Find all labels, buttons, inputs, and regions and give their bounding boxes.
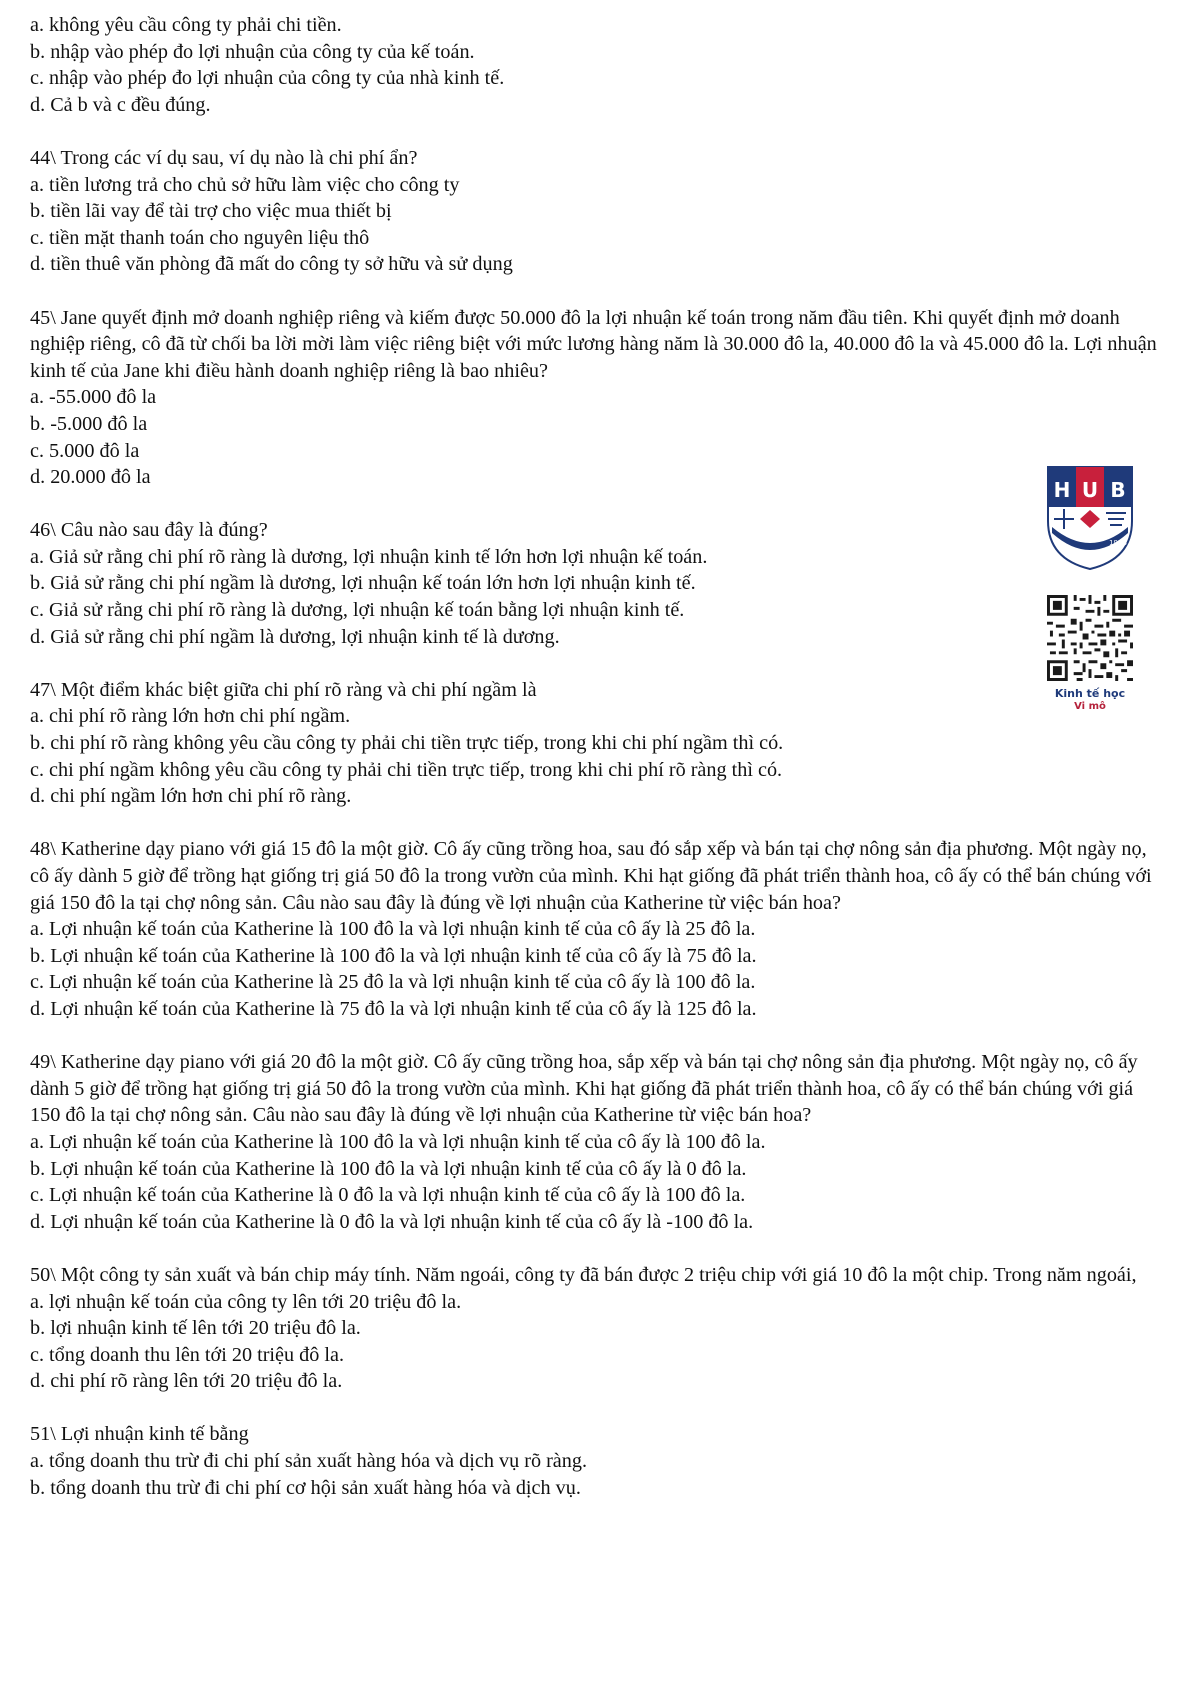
intro-options (30, 12, 1165, 118)
option-b: b. chi phí rõ ràng không yêu cầu công ty phải chi tiền trực tiếp, trong khi chi phí ngầm thì có. (30, 732, 784, 755)
option-c: c. nhập vào phép đo lợi nhuận của công ty của nhà kinh tế. (30, 67, 505, 90)
option-a: a. lợi nhuận kế toán của công ty lên tới 20 triệu đô la. (30, 1290, 462, 1313)
logo-letter-b: B (1110, 478, 1126, 502)
option-d: d. chi phí ngầm lớn hơn chi phí rõ ràng. (30, 785, 352, 808)
option-d: d. Lợi nhuận kế toán của Katherine là 75 đô la và lợi nhuận kinh tế của cô ấy là 125 đô la. (30, 997, 757, 1020)
question-44 (30, 145, 1165, 278)
question-text: 49\ Katherine dạy piano với giá 20 đô la một giờ. Cô ấy cũng trồng hoa, sắp xếp và bán tại chợ nông sản địa phương. Một ngày nọ, cô ấy dành 5 giờ để trồng hạt giống trị giá 50 đô la trong vườn của mình. Khi hạt giống đã phát triển thành hoa, cô ấy có thể bán chúng với giá 150 đô la tại chợ nông sản. Câu nào sau đây là đúng về lợi nhuận của Katherine từ việc bán hoa? (30, 1051, 1138, 1127)
question-50 (30, 1262, 1165, 1395)
question-text: 48\ Katherine dạy piano với giá 15 đô la một giờ. Cô ấy cũng trồng hoa, sau đó sắp xếp và bán tại chợ nông sản địa phương. Một ngày nọ, cô ấy dành 5 giờ để trồng hạt giống trị giá 50 đô la trong vườn của mình. Khi hạt giống đã phát triển thành hoa, cô ấy có thể bán chúng với giá 150 đô la tại chợ nông sản. Câu nào sau đây là đúng về lợi nhuận của Katherine từ việc bán hoa? (30, 838, 1152, 914)
option-b: b. nhập vào phép đo lợi nhuận của công ty của kế toán. (30, 40, 475, 63)
option-a: a. -55.000 đô la (30, 386, 157, 409)
question-51 (30, 1421, 1165, 1501)
option-d: d. tiền thuê văn phòng đã mất do công ty sở hữu và sử dụng (30, 253, 513, 276)
option-c: c. tổng doanh thu lên tới 20 triệu đô la. (30, 1343, 344, 1366)
document-page (30, 12, 1165, 1501)
option-d: d. Giả sử rằng chi phí ngầm là dương, lợi nhuận kinh tế là dương. (30, 625, 560, 648)
logo-letter-u: U (1081, 478, 1099, 502)
option-b: b. -5.000 đô la (30, 412, 148, 435)
question-text: 46\ Câu nào sau đây là đúng? (30, 519, 268, 542)
option-a: a. Lợi nhuận kế toán của Katherine là 100 đô la và lợi nhuận kinh tế của cô ấy là 25 đô la. (30, 918, 756, 941)
question-47 (30, 677, 1165, 810)
question-49 (30, 1049, 1165, 1235)
hub-logo (1044, 463, 1136, 571)
option-b: b. Lợi nhuận kế toán của Katherine là 100 đô la và lợi nhuận kinh tế của cô ấy là 0 đô la. (30, 1157, 747, 1180)
option-a: a. tiền lương trả cho chủ sở hữu làm việc cho công ty (30, 173, 460, 196)
option-b: b. Lợi nhuận kế toán của Katherine là 100 đô la và lợi nhuận kinh tế của cô ấy là 75 đô la. (30, 944, 757, 967)
question-text: 47\ Một điểm khác biệt giữa chi phí rõ ràng và chi phí ngầm là (30, 678, 537, 701)
option-b: b. tổng doanh thu trừ đi chi phí cơ hội sản xuất hàng hóa và dịch vụ. (30, 1476, 581, 1499)
option-b: b. lợi nhuận kinh tế lên tới 20 triệu đô la. (30, 1317, 361, 1340)
question-48 (30, 836, 1165, 1022)
qr-code-icon (1047, 595, 1133, 681)
option-c: c. chi phí ngầm không yêu cầu công ty phải chi tiền trực tiếp, trong khi chi phí rõ ràng thì có. (30, 758, 783, 781)
logo-letter-h: H (1053, 478, 1071, 502)
question-45 (30, 305, 1165, 491)
option-a: a. Lợi nhuận kế toán của Katherine là 100 đô la và lợi nhuận kinh tế của cô ấy là 100 đô la. (30, 1130, 766, 1153)
question-text: 50\ Một công ty sản xuất và bán chip máy tính. Năm ngoái, công ty đã bán được 2 triệu chip với giá 10 đô la một chip. Trong năm ngoái, (30, 1263, 1137, 1286)
option-c: c. 5.000 đô la (30, 439, 140, 462)
option-d: d. Lợi nhuận kế toán của Katherine là 0 đô la và lợi nhuận kinh tế của cô ấy là -100 đô la. (30, 1210, 754, 1233)
logo-year: 1976 (1109, 539, 1127, 547)
option-c: c. Lợi nhuận kế toán của Katherine là 0 đô la và lợi nhuận kinh tế của cô ấy là 100 đô la. (30, 1184, 746, 1207)
option-a: a. không yêu cầu công ty phải chi tiền. (30, 14, 342, 36)
hub-badge (1040, 463, 1140, 713)
question-text: 44\ Trong các ví dụ sau, ví dụ nào là chi phí ẩn? (30, 146, 418, 169)
option-c: c. Lợi nhuận kế toán của Katherine là 25 đô la và lợi nhuận kinh tế của cô ấy là 100 đô la. (30, 971, 756, 994)
course-title: Kinh tế học (1054, 687, 1126, 700)
option-b: b. Giả sử rằng chi phí ngầm là dương, lợi nhuận kế toán lớn hơn lợi nhuận kinh tế. (30, 572, 696, 595)
option-a: a. Giả sử rằng chi phí rõ ràng là dương, lợi nhuận kinh tế lớn hơn lợi nhuận kế toán. (30, 545, 708, 568)
option-d: d. chi phí rõ ràng lên tới 20 triệu đô la. (30, 1370, 343, 1393)
question-text: 51\ Lợi nhuận kinh tế bằng (30, 1423, 249, 1446)
option-a: a. chi phí rõ ràng lớn hơn chi phí ngầm. (30, 705, 351, 728)
option-a: a. tổng doanh thu trừ đi chi phí sản xuất hàng hóa và dịch vụ rõ ràng. (30, 1450, 587, 1473)
course-subtitle: Vi mô (1074, 701, 1106, 712)
option-d: d. Cả b và c đều đúng. (30, 93, 211, 116)
option-b: b. tiền lãi vay để tài trợ cho việc mua thiết bị (30, 200, 392, 223)
question-text: 45\ Jane quyết định mở doanh nghiệp riêng và kiếm được 50.000 đô la lợi nhuận kế toán trong năm đầu tiên. Khi quyết định mở doanh nghiệp riêng, cô đã từ chối ba lời mời làm việc riêng biệt với mức lương hàng năm là 30.000 đô la, 40.000 đô la và 45.000 đô la. Lợi nhuận kinh tế của Jane khi điều hành doanh nghiệp riêng là bao nhiêu? (30, 306, 1157, 382)
option-d: d. 20.000 đô la (30, 466, 151, 489)
option-c: c. Giả sử rằng chi phí rõ ràng là dương, lợi nhuận kế toán bằng lợi nhuận kinh tế. (30, 599, 685, 622)
option-c: c. tiền mặt thanh toán cho nguyên liệu thô (30, 226, 370, 249)
question-46 (30, 517, 1165, 650)
